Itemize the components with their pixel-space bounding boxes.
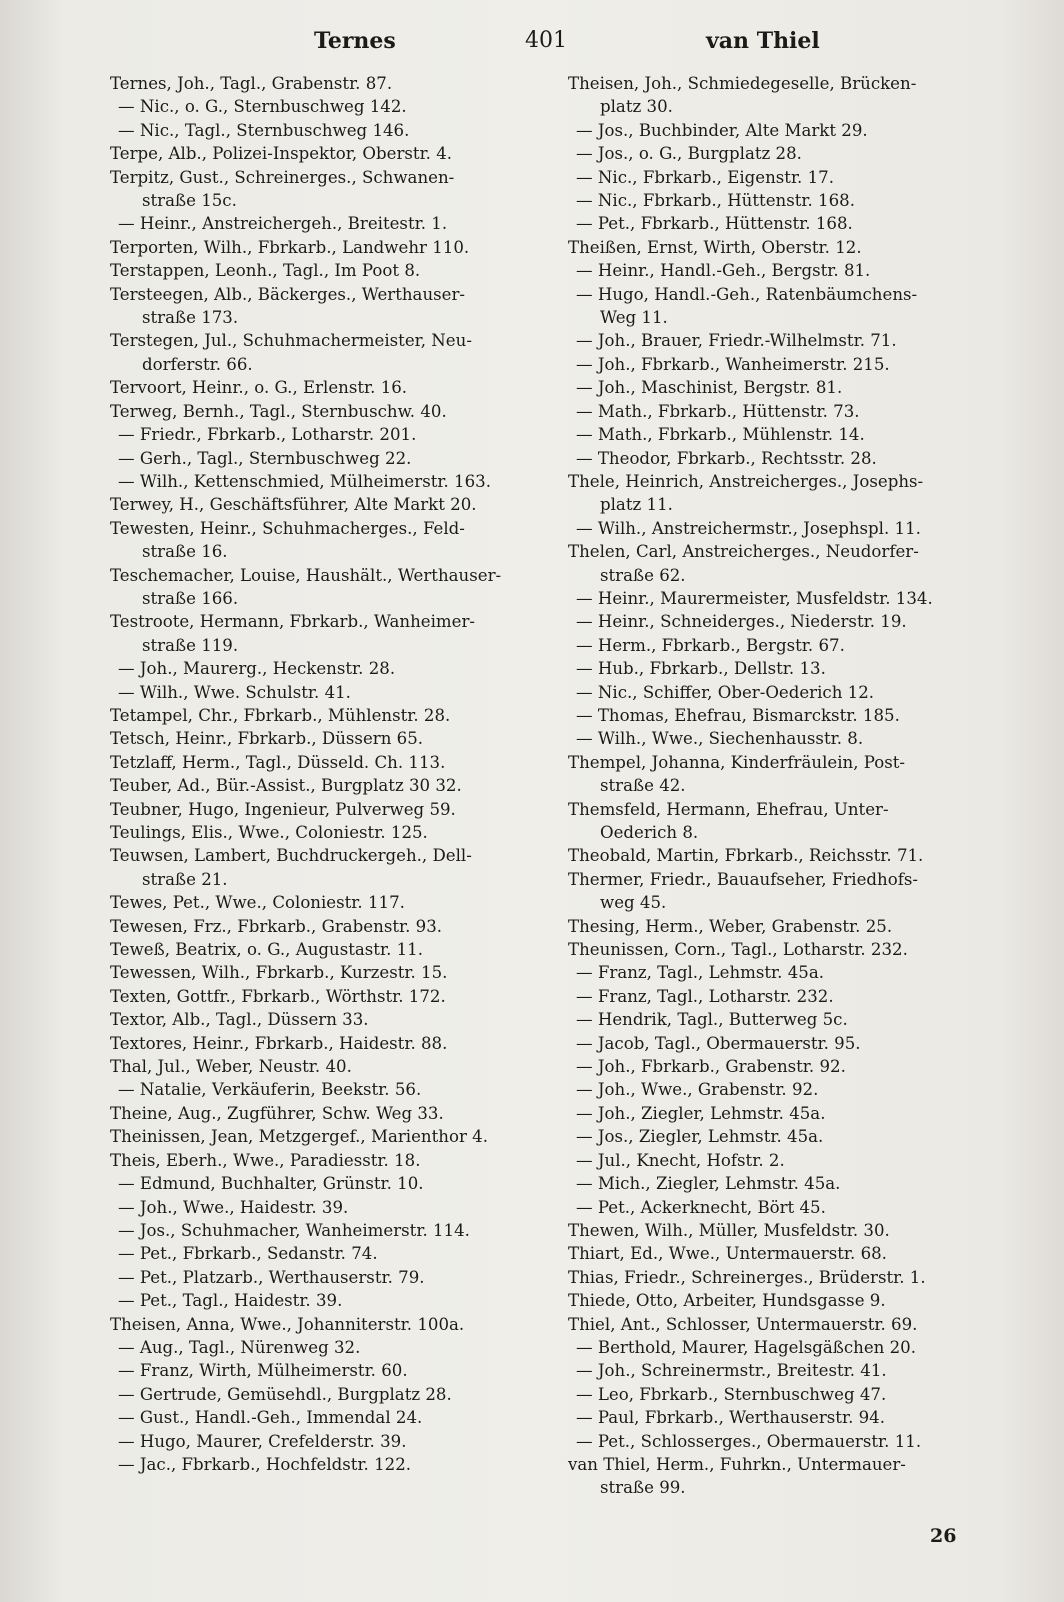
directory-entry: Thiede, Otto, Arbeiter, Hundsgasse 9.	[568, 1291, 886, 1311]
directory-entry: Teschemacher, Louise, Haushält., Werthauser-	[110, 565, 502, 585]
directory-entry: — Aug., Tagl., Nürenweg 32.	[118, 1337, 361, 1357]
directory-entry: platz 30.	[600, 97, 673, 117]
directory-entry: — Hugo, Handl.-Geh., Ratenbäumchens-	[576, 284, 918, 304]
directory-entry: — Jos., Buchbinder, Alte Markt 29.	[576, 120, 868, 140]
directory-entry: straße 119.	[142, 635, 239, 655]
directory-entry: — Pet., Ackerknecht, Bört 45.	[576, 1197, 826, 1217]
directory-entry: Thempel, Johanna, Kinderfräulein, Post-	[568, 752, 906, 772]
directory-entry: Tetzlaff, Herm., Tagl., Düsseld. Ch. 113.	[110, 752, 446, 772]
directory-entry: Thelen, Carl, Anstreicherges., Neudorfer-	[568, 542, 919, 562]
directory-entry: weg 45.	[600, 893, 667, 913]
directory-entry: — Nic., Tagl., Sternbuschweg 146.	[118, 120, 410, 140]
directory-entry: — Heinr., Maurermeister, Musfeldstr. 134.	[576, 588, 933, 608]
directory-entry: — Math., Fbrkarb., Hüttenstr. 73.	[576, 401, 860, 421]
directory-entry: — Math., Fbrkarb., Mühlenstr. 14.	[576, 425, 865, 445]
right-column	[568, 72, 1008, 1500]
directory-entry: Thesing, Herm., Weber, Grabenstr. 25.	[568, 916, 893, 936]
directory-entry: Oederich 8.	[600, 823, 699, 842]
directory-entry: — Joh., Wwe., Haidestr. 39.	[118, 1197, 349, 1217]
directory-entry: Texten, Gottfr., Fbrkarb., Wörthstr. 172.	[110, 986, 446, 1006]
directory-entry: Teuwsen, Lambert, Buchdruckergeh., Dell-	[110, 846, 472, 866]
directory-entry: — Pet., Tagl., Haidestr. 39.	[118, 1291, 343, 1311]
directory-entry: — Jacob, Tagl., Obermauerstr. 95.	[576, 1033, 861, 1053]
directory-entry: — Hendrik, Tagl., Butterweg 5c.	[576, 1010, 848, 1030]
directory-entry: — Franz, Wirth, Mülheimerstr. 60.	[118, 1361, 408, 1381]
signature-mark: 26	[930, 1525, 957, 1547]
directory-entry: — Thomas, Ehefrau, Bismarckstr. 185.	[576, 705, 900, 725]
directory-entry: Theobald, Martin, Fbrkarb., Reichsstr. 71.	[568, 846, 924, 866]
directory-entry: Terpitz, Gust., Schreinerges., Schwanen-	[110, 167, 455, 187]
directory-entry: — Wilh., Kettenschmied, Mülheimerstr. 163.	[118, 471, 491, 491]
directory-entry: platz 11.	[600, 495, 673, 515]
directory-entry: — Pet., Fbrkarb., Hüttenstr. 168.	[576, 214, 853, 234]
directory-entry: — Pet., Fbrkarb., Sedanstr. 74.	[118, 1244, 378, 1264]
directory-entry: Theunissen, Corn., Tagl., Lotharstr. 232.	[568, 940, 908, 960]
directory-entry: — Joh., Fbrkarb., Wanheimerstr. 215.	[576, 354, 890, 374]
directory-entry: — Friedr., Fbrkarb., Lotharstr. 201.	[118, 425, 417, 445]
directory-entry: — Joh., Brauer, Friedr.-Wilhelmstr. 71.	[576, 331, 897, 351]
directory-entry: Teulings, Elis., Wwe., Coloniestr. 125.	[110, 823, 428, 842]
directory-entry: — Gertrude, Gemüsehdl., Burgplatz 28.	[118, 1384, 452, 1404]
directory-entry: — Pet., Platzarb., Werthauserstr. 79.	[118, 1267, 425, 1287]
directory-entry: — Hub., Fbrkarb., Dellstr. 13.	[576, 659, 826, 679]
directory-entry: — Natalie, Verkäuferin, Beekstr. 56.	[118, 1080, 422, 1100]
directory-entry: — Leo, Fbrkarb., Sternbuschweg 47.	[576, 1384, 887, 1404]
directory-entry: straße 15c.	[142, 191, 237, 211]
directory-entry: Ternes, Joh., Tagl., Grabenstr. 87.	[110, 74, 393, 93]
directory-entry: — Paul, Fbrkarb., Werthauserstr. 94.	[576, 1408, 886, 1428]
directory-entry: — Wilh., Anstreichermstr., Josephspl. 11.	[576, 518, 921, 538]
directory-entry: — Gerh., Tagl., Sternbuschweg 22.	[118, 448, 412, 468]
directory-entry: — Nic., o. G., Sternbuschweg 142.	[118, 97, 407, 117]
directory-entry: Tetampel, Chr., Fbrkarb., Mühlenstr. 28.	[110, 705, 451, 725]
directory-entry: straße 62.	[600, 565, 686, 585]
directory-entry: Teweß, Beatrix, o. G., Augustastr. 11.	[110, 940, 424, 960]
directory-entry: Terstappen, Leonh., Tagl., Im Poot 8.	[110, 261, 421, 281]
directory-entry: — Pet., Schlosserges., Obermauerstr. 11.	[576, 1431, 922, 1451]
directory-entry: — Heinr., Anstreichergeh., Breitestr. 1.	[118, 214, 448, 234]
directory-entry: Theine, Aug., Zugführer, Schw. Weg 33.	[110, 1103, 444, 1123]
directory-entry: Thermer, Friedr., Bauaufseher, Friedhofs-	[568, 869, 918, 889]
directory-entry: Tervoort, Heinr., o. G., Erlenstr. 16.	[110, 378, 408, 398]
directory-entry: Tewessen, Wilh., Fbrkarb., Kurzestr. 15.	[110, 963, 448, 983]
directory-entry: Thewen, Wilh., Müller, Musfeldstr. 30.	[568, 1220, 890, 1240]
directory-entry: Tersteegen, Alb., Bäckerges., Werthauser-	[110, 284, 466, 304]
directory-entry: — Heinr., Schneiderges., Niederstr. 19.	[576, 612, 907, 632]
directory-entry: Terweg, Bernh., Tagl., Sternbuschw. 40.	[110, 401, 447, 421]
directory-entry: straße 166.	[142, 588, 239, 608]
header-first-entry: Ternes	[314, 28, 396, 54]
directory-entry: Theinissen, Jean, Metzgergef., Marienthor 4.	[110, 1127, 488, 1147]
directory-entry: Tewesen, Frz., Fbrkarb., Grabenstr. 93.	[110, 916, 443, 936]
directory-entry: Textores, Heinr., Fbrkarb., Haidestr. 88.	[110, 1033, 448, 1053]
directory-entry: — Berthold, Maurer, Hagelsgäßchen 20.	[576, 1337, 917, 1357]
directory-entry: dorferstr. 66.	[142, 354, 253, 374]
directory-entry: — Joh., Schreinermstr., Breitestr. 41.	[576, 1361, 887, 1381]
directory-entry: Theißen, Ernst, Wirth, Oberstr. 12.	[568, 237, 862, 257]
left-column	[110, 72, 540, 1476]
page-number: 401	[525, 28, 567, 53]
directory-entry: Tewesten, Heinr., Schuhmacherges., Feld-	[110, 518, 465, 538]
directory-entry: — Gust., Handl.-Geh., Immendal 24.	[118, 1408, 423, 1428]
directory-entry: Thal, Jul., Weber, Neustr. 40.	[110, 1057, 352, 1077]
directory-entry: — Jos., Ziegler, Lehmstr. 45a.	[576, 1127, 824, 1147]
directory-entry: straße 99.	[600, 1478, 686, 1498]
directory-entry: Thele, Heinrich, Anstreicherges., Josephs-	[568, 471, 924, 491]
directory-entry: Weg 11.	[600, 308, 668, 328]
directory-entry: Terstegen, Jul., Schuhmachermeister, Neu-	[110, 331, 472, 351]
directory-entry: — Jos., Schuhmacher, Wanheimerstr. 114.	[118, 1220, 470, 1240]
directory-entry: Terporten, Wilh., Fbrkarb., Landwehr 110.	[110, 237, 470, 257]
directory-entry: — Wilh., Wwe. Schulstr. 41.	[118, 682, 351, 702]
directory-entry: Terpe, Alb., Polizei-Inspektor, Oberstr. 4.	[110, 144, 453, 164]
directory-entry: — Theodor, Fbrkarb., Rechtsstr. 28.	[576, 448, 877, 468]
directory-entry: Textor, Alb., Tagl., Düssern 33.	[110, 1010, 369, 1030]
directory-entry: — Joh., Fbrkarb., Grabenstr. 92.	[576, 1057, 846, 1077]
directory-entry: — Wilh., Wwe., Siechenhausstr. 8.	[576, 729, 864, 749]
directory-entry: — Heinr., Handl.-Geh., Bergstr. 81.	[576, 261, 871, 281]
directory-entry: — Edmund, Buchhalter, Grünstr. 10.	[118, 1174, 424, 1194]
directory-entry: Terwey, H., Geschäftsführer, Alte Markt 20.	[110, 495, 477, 515]
directory-entry: — Joh., Maschinist, Bergstr. 81.	[576, 378, 843, 398]
directory-entry: — Herm., Fbrkarb., Bergstr. 67.	[576, 635, 845, 655]
directory-entry: — Jos., o. G., Burgplatz 28.	[576, 144, 802, 164]
directory-entry: Theis, Eberh., Wwe., Paradiesstr. 18.	[110, 1150, 421, 1170]
directory-entry: — Nic., Fbrkarb., Eigenstr. 17.	[576, 167, 834, 187]
directory-entry: Teubner, Hugo, Ingenieur, Pulverweg 59.	[110, 799, 456, 819]
directory-entry: van Thiel, Herm., Fuhrkn., Untermauer-	[568, 1454, 906, 1474]
directory-entry: Theisen, Anna, Wwe., Johanniterstr. 100a.	[110, 1314, 465, 1334]
directory-entry: — Joh., Maurerg., Heckenstr. 28.	[118, 659, 396, 679]
directory-entry: Themsfeld, Hermann, Ehefrau, Unter-	[568, 799, 889, 819]
directory-entry: straße 21.	[142, 869, 228, 889]
directory-entry: — Jul., Knecht, Hofstr. 2.	[576, 1150, 785, 1170]
directory-entry: — Franz, Tagl., Lotharstr. 232.	[576, 986, 834, 1006]
header-last-entry: van Thiel	[706, 28, 820, 54]
directory-entry: — Mich., Ziegler, Lehmstr. 45a.	[576, 1174, 841, 1194]
directory-entry: — Joh., Wwe., Grabenstr. 92.	[576, 1080, 819, 1100]
directory-entry: — Joh., Ziegler, Lehmstr. 45a.	[576, 1103, 826, 1123]
directory-entry: Thias, Friedr., Schreinerges., Brüderstr. 1.	[568, 1267, 926, 1287]
directory-entry: — Nic., Fbrkarb., Hüttenstr. 168.	[576, 191, 855, 211]
directory-entry: Tewes, Pet., Wwe., Coloniestr. 117.	[110, 893, 405, 913]
directory-entry: — Nic., Schiffer, Ober-Oederich 12.	[576, 682, 875, 702]
directory-entry: straße 16.	[142, 542, 228, 562]
directory-entry: Tetsch, Heinr., Fbrkarb., Düssern 65.	[110, 729, 424, 749]
directory-entry: — Jac., Fbrkarb., Hochfeldstr. 122.	[118, 1454, 412, 1474]
directory-entry: Thiart, Ed., Wwe., Untermauerstr. 68.	[568, 1244, 887, 1264]
directory-entry: straße 42.	[600, 776, 686, 796]
directory-entry: Testroote, Hermann, Fbrkarb., Wanheimer-	[110, 612, 476, 632]
page-header	[0, 28, 1064, 68]
directory-entry: — Franz, Tagl., Lehmstr. 45a.	[576, 963, 824, 983]
directory-entry: Thiel, Ant., Schlosser, Untermauerstr. 69.	[568, 1314, 918, 1334]
directory-entry: Theisen, Joh., Schmiedegeselle, Brücken-	[568, 74, 917, 93]
directory-entry: straße 173.	[142, 308, 239, 328]
directory-entry: — Hugo, Maurer, Crefelderstr. 39.	[118, 1431, 407, 1451]
directory-entry: Teuber, Ad., Bür.-Assist., Burgplatz 30 32.	[110, 776, 462, 796]
